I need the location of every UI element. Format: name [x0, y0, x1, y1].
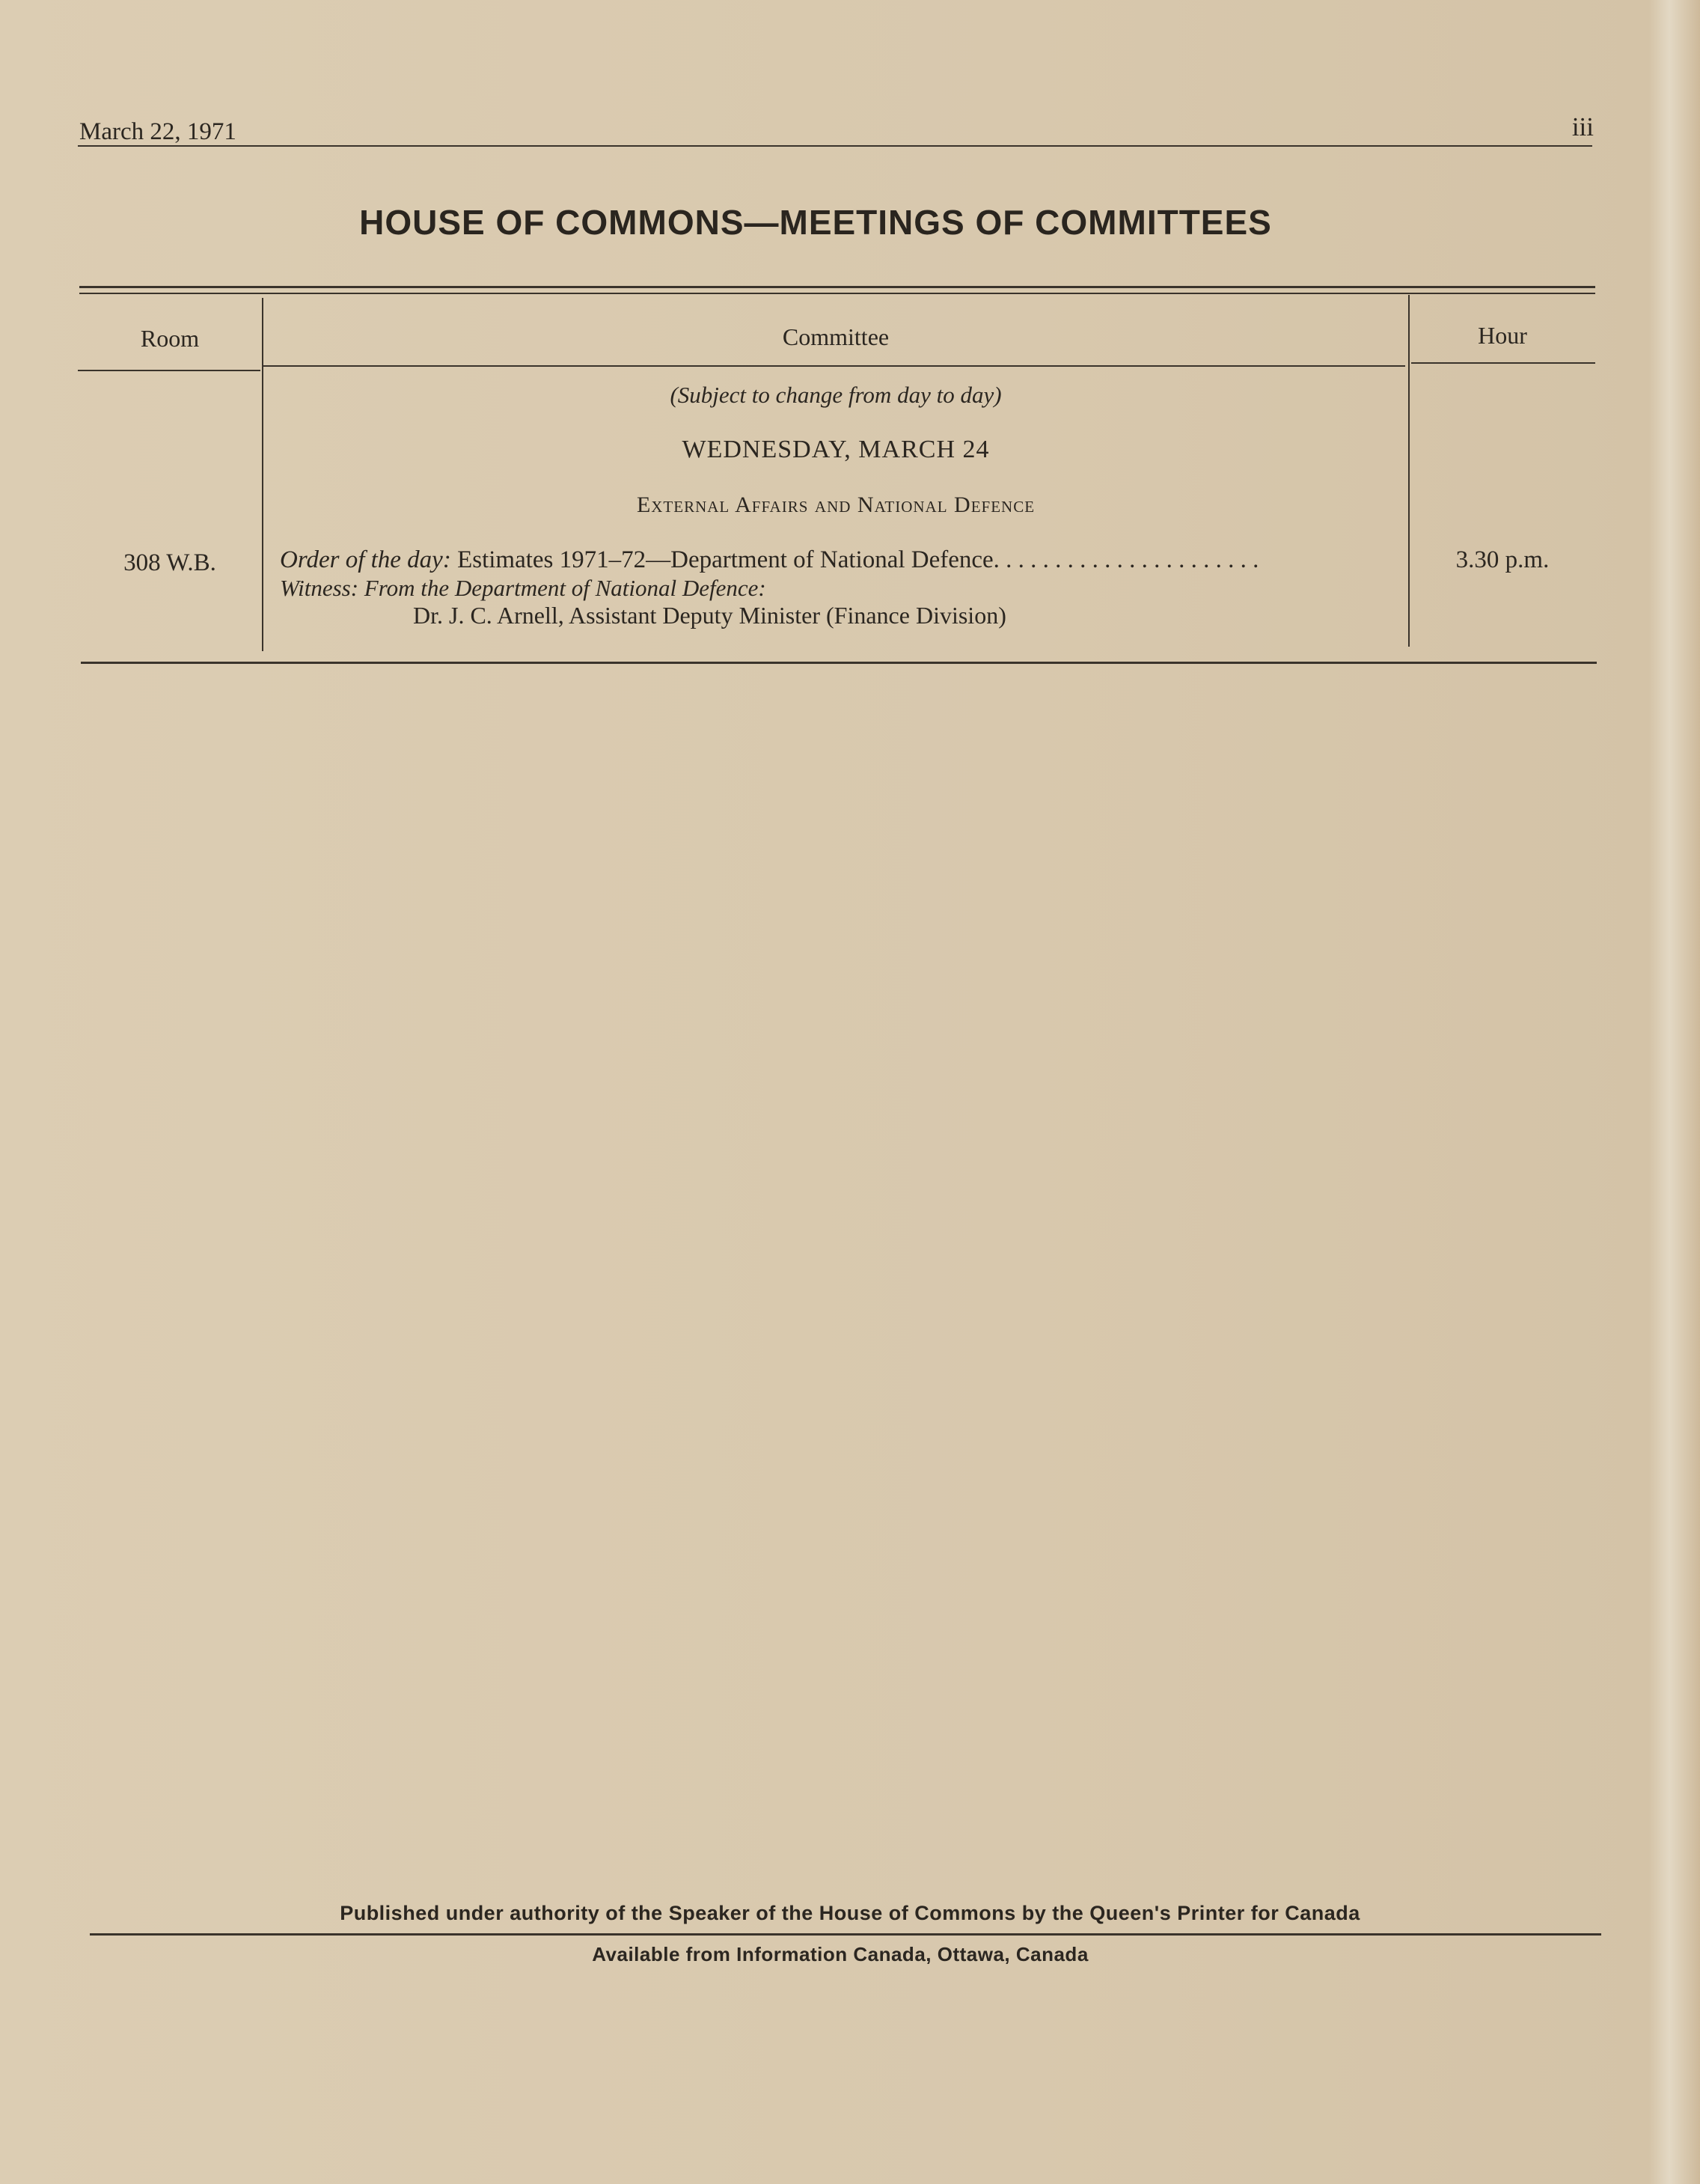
order-of-the-day [280, 546, 1395, 574]
committee-name: External Affairs and National Defence [636, 492, 1036, 517]
column-header-room: Room [140, 325, 200, 352]
header-date: March 22, 1971 [79, 118, 236, 145]
meeting-day: WEDNESDAY, MARCH 24 [682, 436, 990, 463]
column-header-hour: Hour [1478, 322, 1527, 349]
page-title: HOUSE OF COMMONS—MEETINGS OF COMMITTEES [359, 203, 1272, 242]
publisher-note: Published under authority of the Speaker of the House of Commons by the Queen's Printer for Canada [340, 1902, 1360, 1924]
table-top-rule [79, 286, 1595, 288]
witness-person: Dr. J. C. Arnell, Assistant Deputy Minister (Finance Division) [413, 602, 1006, 629]
page-number: iii [1571, 112, 1594, 141]
meeting-room: 308 W.B. [123, 549, 216, 576]
table-top-rule-inner [79, 293, 1595, 294]
witness-line: Witness: From the Department of National Defence: [280, 575, 766, 601]
schedule-note: (Subject to change from day to day) [670, 382, 1002, 408]
column-header-committee: Committee [782, 323, 890, 350]
header-underline-committee [263, 365, 1405, 367]
availability-note: Available from Information Canada, Ottawa, Canada [592, 1943, 1089, 1965]
footer-rule [90, 1933, 1601, 1936]
order-label: Order of the day: [280, 546, 451, 573]
header-underline-room [78, 370, 260, 371]
leader-dots: . . . . . . . . . . . . . . . . . . . . . . [993, 546, 1259, 573]
order-text: Estimates 1971–72—Department of National Defence [457, 546, 994, 573]
table-bottom-rule [81, 662, 1597, 664]
meeting-hour: 3.30 p.m. [1455, 546, 1550, 573]
header-underline-hour [1411, 362, 1595, 364]
header-rule [78, 145, 1592, 147]
